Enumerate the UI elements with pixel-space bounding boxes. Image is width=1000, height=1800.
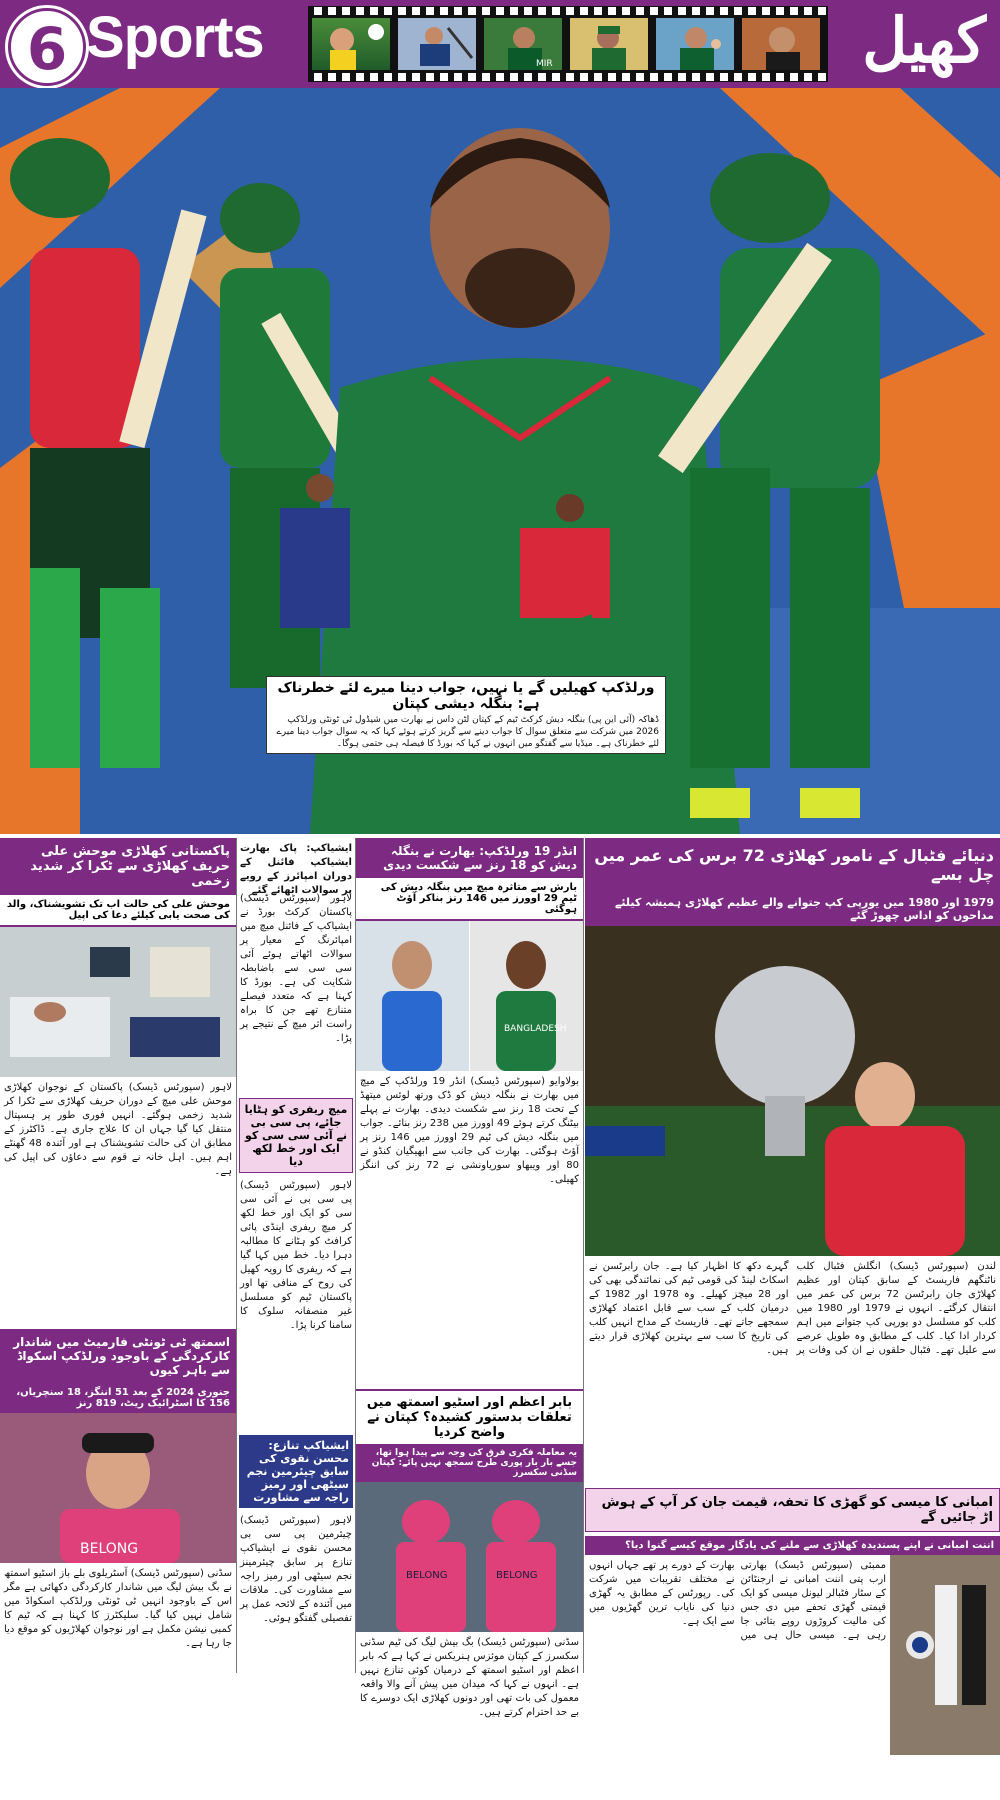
- page-number-badge: [8, 8, 86, 86]
- injury-photo: [0, 927, 236, 1077]
- watch-body: ممبئی (سپورٹس ڈیسک) بھارتی ارب پتی اننت امبانی نے ارجنٹائن کے سٹار فٹبالر لیونل میسی کو ایک قیمتی گھڑی تحفے میں دی جس کی مالیت کروڑوں روپے بتائی جا رہی ہے۔ میسی حال ہی میں بھارت کے دورے پر تھے جہاں انہوں نے مختلف تقریبات میں شرکت کی۔ رپورٹس کے مطابق یہ گھڑی دنیا کی نایاب ترین گھڑیوں میں سے ایک ہے۔: [589, 1560, 886, 1641]
- smith-headline: اسمتھ ٹی ٹونٹی فارمیٹ میں شاندار کارکردگی کے باوجود ورلڈکپ اسکواڈ سے باہر کیوں: [0, 1329, 236, 1383]
- injury-subhead: موحش علی کی حالت اب تک تشویشناک، والد کی صحت یابی کیلئے دعا کی اپیل: [0, 895, 236, 927]
- football-subhead: 1979 اور 1980 میں یورپی کپ جتوانے والے عظیم کھلاڑی ہمیشہ کیلئے مداحوں کو اداس چھوڑ گئے: [585, 892, 1000, 926]
- thumb-photo-1: [312, 18, 390, 70]
- u19-photo: [356, 921, 583, 1071]
- consultation-headline: ایشیاکپ تنازع: محسن نقوی کی سابق چیئرمین نجم سیٹھی اور رمیز راجہ سے مشاورت: [239, 1435, 353, 1508]
- smith-subhead: جنوری 2024 کے بعد 51 اننگز، 18 سنچریاں، 156 کا اسٹرائیک ریٹ، 819 رنز: [0, 1383, 236, 1413]
- svg-text:BELONG: BELONG: [406, 1570, 448, 1581]
- football-headline: دنیائے فٹبال کے نامور کھلاڑی 72 برس کی عمر میں چل بسے: [585, 838, 1000, 892]
- babar-headline: بابر اعظم اور اسٹیو اسمتھ میں تعلقات بدستور کشیدہ؟ کپتان نے واضح کردیا: [356, 1389, 583, 1444]
- injury-body: لاہور (سپورٹس ڈیسک) پاکستان کے نوجوان کھلاڑی موحش علی میچ کے دوران حریف کھلاڑی سے ٹکرا کر شدید زخمی ہوگئے۔ انہیں فوری طور پر ہسپتال منتقل کیا گیا جہاں ان کا علاج جاری ہے۔ ڈاکٹرز کے مطابق ان کی حالت تشویشناک ہے اور آئندہ 48 گھنٹے اہم ہیں۔ اہل خانہ نے قوم سے دعاؤں کی اپیل کی ہے۔: [4, 1082, 232, 1177]
- babar-photo: [356, 1482, 583, 1632]
- thumb-photo-3: [484, 18, 562, 70]
- football-photo: [585, 926, 1000, 1256]
- thumb-photo-5: [656, 18, 734, 70]
- svg-text:BELONG: BELONG: [80, 1541, 139, 1557]
- page-number: 6: [26, 15, 68, 83]
- watch-photo: [890, 1555, 1000, 1755]
- section-title-ur: کھیل: [862, 4, 986, 77]
- injury-headline: پاکستانی کھلاڑی موحش علی حریف کھلاڑی سے ٹکرا کر شدید زخمی: [0, 838, 236, 895]
- thumb-photo-4: [570, 18, 648, 70]
- asia-cup-body: لاہور (سپورٹس ڈیسک) پاکستان کرکٹ بورڈ نے ایشیاکپ کے فائنل میچ میں امپائرنگ کے معیار پر سوالات اٹھاتے ہوئے آئی سی سی سے باضابطہ شکایت کی ہے۔ بورڈ کا کہنا ہے کہ متعدد فیصلے متنازع تھے جن کا براہ راست اثر میچ کے نتیجے پر پڑا۔: [240, 893, 352, 1044]
- babar-body: سڈنی (سپورٹس ڈیسک) بگ بیش لیگ کی ٹیم سڈنی سکسرز کے کپتان موئزس ہنریکس نے کہا ہے کہ بابر اعظم اور اسٹیو اسمتھ کے درمیان کوئی تنازع نہیں ہے۔ انہوں نے کہا کہ میدان میں پیش آنے والا واقعہ معمول کی بات تھی اور دونوں کھلاڑی ایک دوسرے کا بے حد احترام کرتے ہیں۔: [360, 1637, 579, 1718]
- col-asia-cup: [237, 838, 355, 1673]
- u19-body: بولاوایو (سپورٹس ڈیسک) انڈر 19 ورلڈکپ کے میچ میں بھارت نے بنگلہ دیش کو ڈک ورتھ لوئس میتھڈ کے تحت 18 رنز سے شکست دیدی۔ بھارت نے پہلے بیٹنگ کرتے ہوئے 49 اوورز میں 238 رنز بنائے۔ جواب میں بنگلہ دیش کی ٹیم 29 اوورز میں 146 رنز پر آؤٹ ہوگئی۔ بھارت کی جانب سے ابھیگیان کنڈو نے 80 اور ویبھاو سوریاونشی نے 72 رنز کی اننگز کھیلی۔: [360, 1076, 579, 1185]
- hero-headline: ورلڈکپ کھیلیں گے یا نہیں، جواب دینا میرے لئے خطرناک ہے: بنگلہ دیشی کپتان: [277, 680, 655, 712]
- hero-body: ڈھاکہ (آئی این پی) بنگلہ دیش کرکٹ ٹیم کے کپتان لٹن داس نے بھارت میں شیڈول ٹی ٹونٹی ورلڈکپ 2026 میں شرکت سے متعلق سوال کا جواب دینے سے گریز کرتے ہوئے کہا کہ یہ سوال جواب دینا میرے لئے خطرناک ہے۔ میڈیا سے گفتگو میں انہوں نے کہا کہ بورڈ کا فیصلہ ہی حتمی ہوگا۔: [276, 715, 659, 749]
- col-middle: [356, 838, 583, 1718]
- svg-text:MIR: MIR: [536, 59, 553, 69]
- referee-body: لاہور (سپورٹس ڈیسک) پی سی بی نے آئی سی سی کو ایک اور خط لکھ کر میچ ریفری اینڈی پائی کرافٹ کو ہٹانے کا مطالبہ دہرا دیا۔ خط میں کہا گیا ہے کہ ریفری کا رویہ کھیل کی روح کے منافی تھا اور پاکستان ٹیم کو مسلسل غیر منصفانہ سلوک کا سامنا کرنا پڑا۔: [240, 1180, 352, 1331]
- smith-photo: [0, 1413, 236, 1563]
- watch-subhead: اننت امبانی نے اپنے پسندیدہ کھلاڑی سے ملنے کی یادگار موقع کیسے گنوا دیا؟: [585, 1536, 1000, 1555]
- col-left: [0, 838, 236, 1673]
- hero-photo: [0, 88, 1000, 834]
- thumb-photo-6: [742, 18, 820, 70]
- consultation-body: لاہور (سپورٹس ڈیسک) چیئرمین پی سی بی محسن نقوی نے ایشیاکپ تنازع پر سابق چیئرمینز نجم سیٹھی اور رمیز راجہ سے مشاورت کی۔ ملاقات میں آئندہ کے لائحہ عمل پر تفصیلی گفتگو ہوئی۔: [240, 1515, 352, 1624]
- svg-text:BANGLADESH: BANGLADESH: [504, 1024, 567, 1034]
- referee-box: [239, 1098, 353, 1173]
- asia-cup-intro: ایشیاکپ: پاک بھارت ایشیاکپ فائنل کے دوران امپائرز کے رویے پر سوالات اٹھائے گئے: [240, 843, 352, 896]
- smith-body: سڈنی (سپورٹس ڈیسک) آسٹریلوی بلے باز اسٹیو اسمتھ نے بگ بیش لیگ میں شاندار کارکردگی دکھائی ہے مگر اس کے باوجود انہیں ٹی ٹونٹی ورلڈکپ اسکواڈ میں شامل نہیں کیا گیا۔ سلیکٹرز کا کہنا ہے کہ ٹیم کا کمبی نیشن مکمل ہے اور نوجوان کھلاڑیوں کو موقع دیا جا رہا ہے۔: [4, 1568, 232, 1649]
- football-body: لندن (سپورٹس ڈیسک) انگلش فٹبال کلب ناٹنگھم فاریسٹ کے سابق کپتان اور عظیم کھلاڑی جان رابرٹسن 72 برس کی عمر میں انتقال کرگئے۔ انہوں نے 1979 اور 1980 میں کلب کو مسلسل دو یورپی کپ جتوانے میں اہم کردار ادا کیا۔ کلب کے مطابق وہ طویل عرصے سے علیل تھے۔ فٹبال حلقوں نے ان کی وفات پر گہرے دکھ کا اظہار کیا ہے۔ جان رابرٹسن نے اسکاٹ لینڈ کی قومی ٹیم کی نمائندگی بھی کی اور 28 میچز کھیلے۔ وہ 1978 اور 1982 کے درمیان کلب کے سب سے قابل اعتماد کھلاڑی سمجھے جاتے تھے۔ فاریسٹ کے مداح انہیں کلب کی تاریخ کا سب سے بہترین کھلاڑی قرار دیتے ہیں۔: [589, 1261, 997, 1356]
- u19-headline: انڈر 19 ورلڈکپ: بھارت نے بنگلہ دیش کو 18 رنز سے شکست دیدی: [356, 838, 583, 878]
- babar-subhead: یہ معاملہ فکری فرق کی وجہ سے پیدا ہوا تھا، جسے بار بار پوری طرح سمجھ نہیں پائے: کپتان سڈنی سکسرز: [356, 1444, 583, 1482]
- svg-text:BELONG: BELONG: [496, 1570, 538, 1581]
- film-strip: [308, 6, 828, 82]
- masthead: [0, 0, 1000, 88]
- col-right: [585, 838, 1000, 1673]
- watch-headline: امبانی کا میسی کو گھڑی کا تحفہ، قیمت جان کر آپ کے ہوش اڑ جائیں گے: [585, 1488, 1000, 1532]
- u19-subhead: بارش سے متاثرہ میچ میں بنگلہ دیش کی ٹیم 29 اوورز میں 146 رنز بناکر آؤٹ ہوگئی: [356, 878, 583, 921]
- section-title-en: Sports: [86, 5, 264, 70]
- thumb-photo-2: [398, 18, 476, 70]
- referee-headline: میچ ریفری کو ہٹایا جائے، پی سی بی نے آئی سی سی کو ایک اور خط لکھ دیا: [244, 1103, 348, 1168]
- hero-story-box: [266, 676, 666, 754]
